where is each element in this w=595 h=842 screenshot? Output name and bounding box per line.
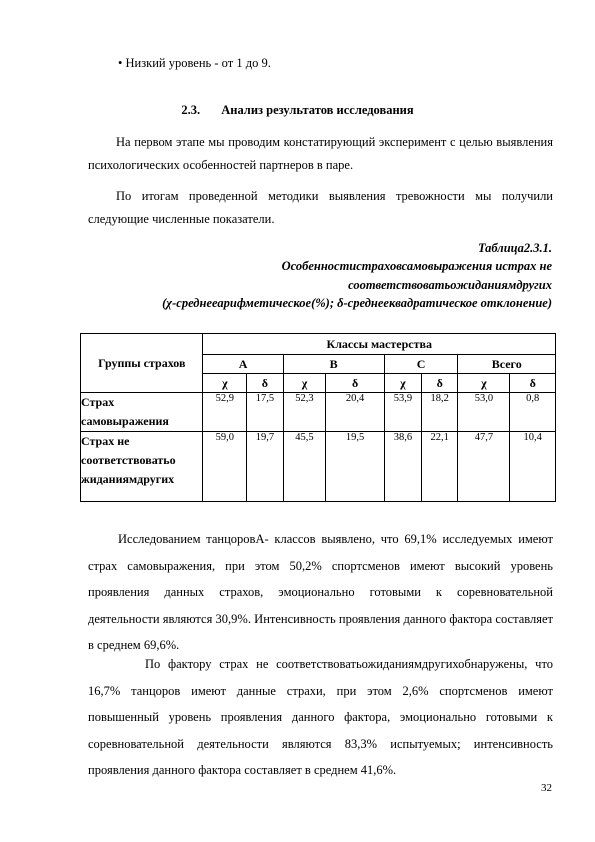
- table-cell: 17,5: [247, 393, 283, 432]
- group-label-line: Страх не: [81, 434, 130, 448]
- paragraph-2: По итогам проведенной методики выявления тревожности мы получили следующие численные показатели.: [88, 189, 553, 226]
- subheader-mean: χ: [203, 374, 247, 393]
- page-number: 32: [541, 782, 552, 794]
- class-b-header: B: [283, 355, 384, 374]
- group-label-line: самовыражения: [81, 414, 169, 428]
- table-cell: 47,7: [458, 432, 510, 502]
- classes-header: Классы мастерства: [203, 334, 556, 355]
- class-total-header: Всего: [458, 355, 556, 374]
- bullet-item: • Низкий уровень - от 1 до 9.: [118, 56, 271, 70]
- table-cell: 45,5: [283, 432, 326, 502]
- row-group-label: [81, 393, 203, 432]
- table-row: [81, 432, 556, 502]
- subheader-sd: δ: [510, 374, 556, 393]
- table-caption-title: Особенностистраховсамовыражения истрах не: [281, 259, 552, 273]
- section-heading: [0, 103, 595, 118]
- class-c-header: C: [384, 355, 458, 374]
- paragraph-1: На первом этапе мы проводим констатирующий эксперимент с целью выявления психологических особенностей партнеров в паре.: [88, 135, 553, 172]
- section-title: Анализ результатов исследования: [221, 103, 414, 117]
- table-cell: 59,0: [203, 432, 247, 502]
- subheader-mean: χ: [458, 374, 510, 393]
- paragraph-4: По фактору страх не соответствоватьожиданиямдругихобнаружены, что 16,7% танцоров имеют данные страхи, при этом 2,6% спортсменов имеют повышенный уровень проявления данного фактора, эмоционально готовыми к соревновательной деятельности являются 83,3% испытуемых; интенсивность проявления данного фактора составляет в среднем 41,6%.: [88, 657, 553, 777]
- table-cell: 19,7: [247, 432, 283, 502]
- table-caption-legend: (χ-среднееарифметическое(%); δ-среднееквадратическое отклонение): [162, 296, 552, 310]
- subheader-mean: χ: [384, 374, 421, 393]
- table-cell: 52,9: [203, 393, 247, 432]
- table-caption-title-cont: соответствоватьожиданиямдругих: [348, 278, 552, 292]
- paragraph-3: Исследованием танцоровА- классов выявлено, что 69,1% исследуемых имеют страх самовыражения, при этом 50,2% спортсменов имеют высокий уровень проявления данных страхов, эмоционально готовыми к соревновательной деятельности являются 30,9%. Интенсивность проявления данного фактора составляет в среднем 69,6%.: [88, 532, 553, 652]
- group-label-line: жиданиямдругих: [81, 472, 175, 486]
- subheader-sd: δ: [326, 374, 384, 393]
- table-row: [81, 393, 556, 432]
- subheader-sd: δ: [247, 374, 283, 393]
- group-label-line: Страх: [81, 395, 115, 409]
- table-cell: 22,1: [422, 432, 458, 502]
- table-cell: 20,4: [326, 393, 384, 432]
- table-cell: 0,8: [510, 393, 556, 432]
- table-cell: 19,5: [326, 432, 384, 502]
- table-caption-number: Таблица2.3.1.: [477, 241, 552, 255]
- table-cell: 52,3: [283, 393, 326, 432]
- results-table: [80, 333, 556, 502]
- row-group-label: [81, 432, 203, 502]
- section-number: 2.3.: [181, 103, 201, 117]
- group-column-header: Группы страхов: [81, 334, 203, 393]
- table-cell: 10,4: [510, 432, 556, 502]
- group-label-line: соответствоватьо: [81, 453, 176, 467]
- table-cell: 38,6: [384, 432, 421, 502]
- subheader-mean: χ: [283, 374, 326, 393]
- table-cell: 53,0: [458, 393, 510, 432]
- table-cell: 18,2: [422, 393, 458, 432]
- subheader-sd: δ: [422, 374, 458, 393]
- class-a-header: A: [203, 355, 283, 374]
- table-cell: 53,9: [384, 393, 421, 432]
